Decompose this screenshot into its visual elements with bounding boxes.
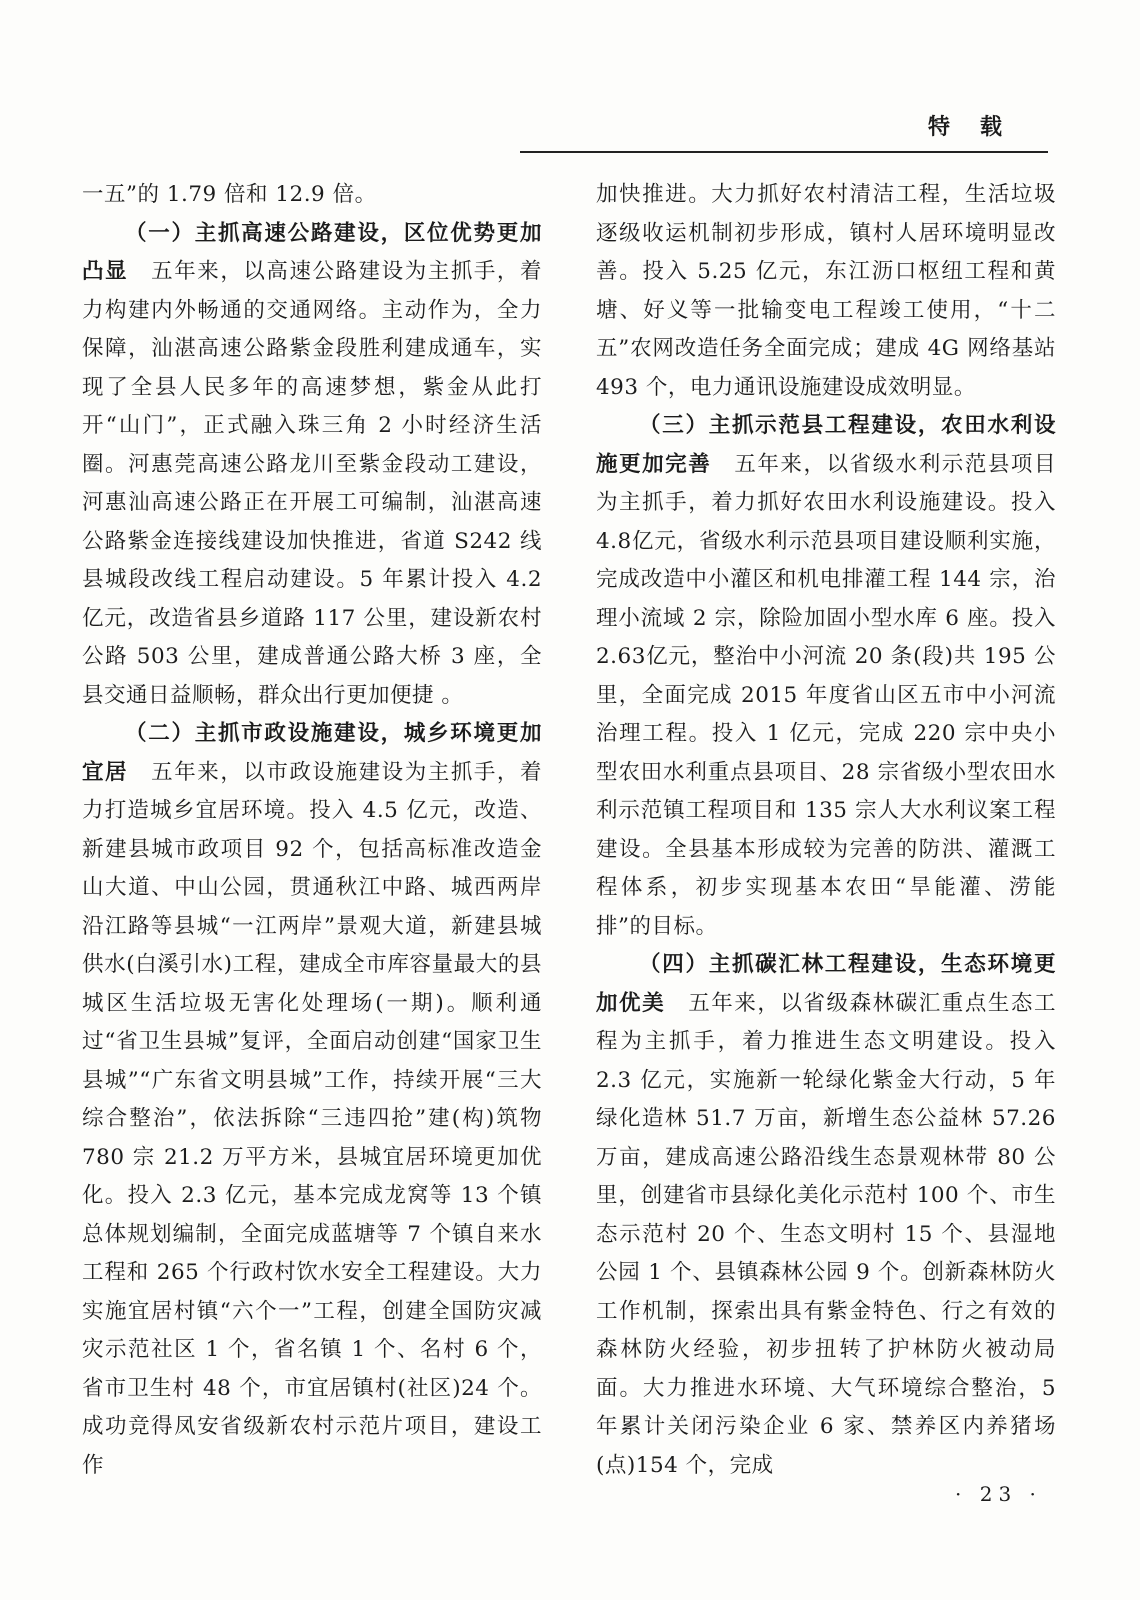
paragraph-text: 五年来，以省级森林碳汇重点生态工程为主抓手，着力推进生态文明建设。投入 2.3 亿元，实施新一轮绿化紫金大行动，5 年绿化造林 51.7 万亩，新增生态公益林 57.26 万亩，建成高速公路沿线生态景观林带 80 公里，创建省市县绿化美化示范村 100 个、市生态示范村 20 个、生态文明村 15 个、县湿地公园 1 个、县镇森林公园 9 个。创新森林防火工作机制，探索出具有紫金特色、行之有效的森林防火经验，初步扭转了护林防火被动局面。大力推进水环境、大气环境综合整治，5 年累计关闭污染企业 6 家、禁养区内养猪场(点)154 个，完成 [596,990,1056,1478]
section-title: 特载 [927,115,1032,140]
paragraph-heading: （四）主抓碳汇林工程建设，生态环境更加优美 [596,952,1056,1016]
left-column [82,176,542,1485]
paragraph [82,176,542,215]
paragraph [596,176,1056,407]
paragraph [596,407,1056,946]
paragraph-text: 五年来，以高速公路建设为主抓手，着力构建内外畅通的交通网络。主动作为，全力保障，汕湛高速公路紫金段胜利建成通车，实现了全县人民多年的高速梦想，紫金从此打开“山门”，正式融入珠三角 2 小时经济生活圈。河惠莞高速公路龙川至紫金段动工建设，河惠汕高速公路正在开展工可编制，汕湛高速公路紫金连接线建设加快推进，省道 S242 线县城段改线工程启动建设。5 年累计投入 4.2 亿元，改造省县乡道路 117 公里，建设新农村公路 503 公里，建成普通公路大桥 3 座，全县交通日益顺畅，群众出行更加便捷 。 [82,259,542,708]
page-number: · 23 · [955,1482,1042,1506]
paragraph-text: 一五”的 1.79 倍和 12.9 倍。 [82,182,377,207]
paragraph-heading: （三）主抓示范县工程建设，农田水利设施更加完善 [596,413,1056,477]
paragraph-heading: （一）主抓高速公路建设，区位优势更加凸显 [82,220,542,284]
paragraph [596,946,1056,1485]
paragraph-text: 五年来，以省级水利示范县项目为主抓手，着力抓好农田水利设施建设。投入 4.8亿元，省级水利示范县项目建设顺利实施，完成改造中小灌区和机电排灌工程 144 宗，治理小流域 2 宗，除险加固小型水库 6 座。投入 2.63亿元，整治中小河流 20 条(段)共 195 公里，全面完成 2015 年度省山区五市中小河流治理工程。投入 1 亿元，完成 220 宗中央小型农田水利重点县项目、28 宗省级小型农田水利示范镇工程项目和 135 宗人大水利议案工程建设。全县基本形成较为完善的防洪、灌溉工程体系，初步实现基本农田“旱能灌、涝能排”的目标。 [596,451,1056,939]
paragraph-text: 五年来，以市政设施建设为主抓手，着力打造城乡宜居环境。投入 4.5 亿元，改造、新建县城市政项目 92 个，包括高标准改造金山大道、中山公园，贯通秋江中路、城西两岸沿江路等县城“一江两岸”景观大道，新建县城供水(白溪引水)工程，建成全市库容量最大的县城区生活垃圾无害化处理场(一期)。顺利通过“省卫生县城”复评，全面启动创建“国家卫生县城”“广东省文明县城”工作，持续开展“三大综合整治”，依法拆除“三违四抢”建(构)筑物 780 宗 21.2 万平方米，县城宜居环境更加优化。投入 2.3 亿元，基本完成龙窝等 13 个镇总体规划编制，全面完成蓝塘等 7 个镇自来水工程和 265 个行政村饮水安全工程建设。大力实施宜居村镇“六个一”工程，创建全国防灾减灾示范社区 1 个，省名镇 1 个、名村 6 个，省市卫生村 48 个，市宜居镇村(社区)24 个。成功竞得凤安省级新农村示范片项目，建设工作 [82,759,542,1478]
right-column [596,176,1056,1485]
paragraph [82,215,542,716]
header-rule [520,151,1048,153]
paragraph-text: 加快推进。大力抓好农村清洁工程，生活垃圾逐级收运机制初步形成，镇村人居环境明显改善。投入 5.25 亿元，东江沥口枢纽工程和黄塘、好义等一批输变电工程竣工使用，“十二五”农网改造任务全面完成；建成 4G 网络基站 493 个，电力通讯设施建设成效明显。 [596,182,1056,400]
paragraph-heading: （二）主抓市政设施建设，城乡环境更加宜居 [82,721,542,785]
paragraph [82,715,542,1485]
